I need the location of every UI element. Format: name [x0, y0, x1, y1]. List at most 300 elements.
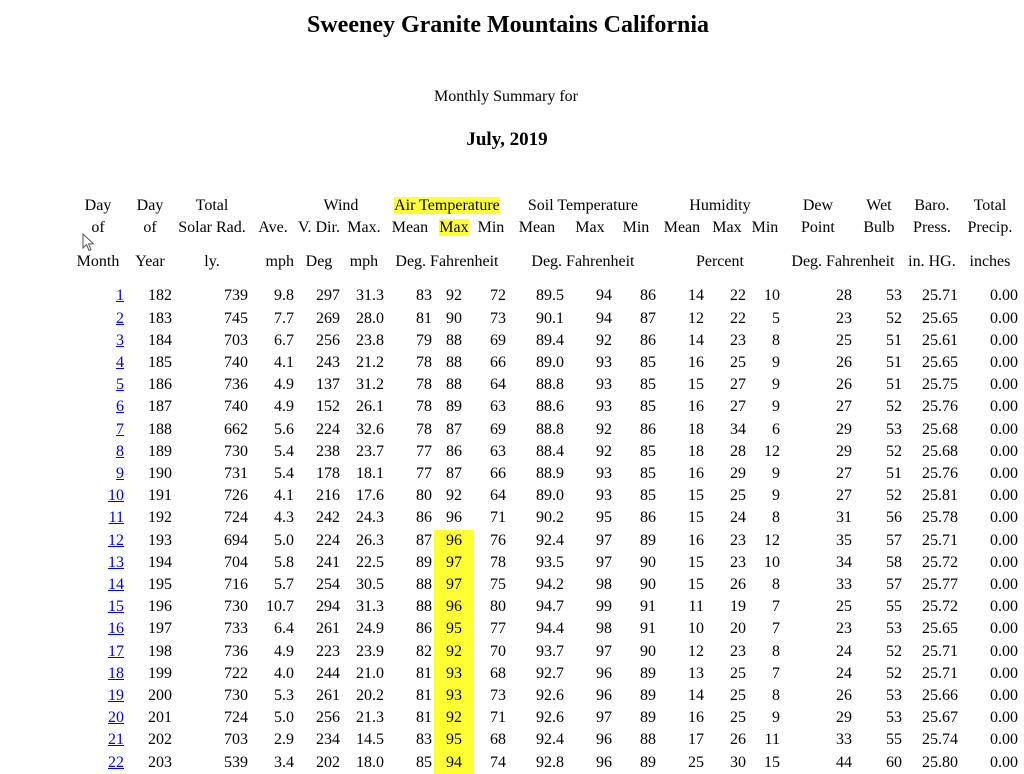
cell-air-min: 71 — [489, 709, 506, 727]
cell-hum-mean: 14 — [687, 687, 704, 705]
cell-wind-ave: 4.9 — [274, 398, 294, 416]
cell-solar: 694 — [224, 531, 248, 549]
cell-wind-ave: 5.8 — [274, 553, 294, 571]
cell-doy: 198 — [148, 642, 172, 660]
cell-hum-max: 25 — [729, 664, 746, 682]
cell-wind-dir: 242 — [315, 509, 340, 527]
cell-air-min: 63 — [489, 398, 506, 416]
cell-hum-min: 9 — [771, 709, 780, 727]
monthly-summary-table — [70, 195, 1020, 774]
day-link[interactable]: 4 — [116, 354, 124, 372]
cell-day — [70, 463, 126, 485]
cell-hum-min: 7 — [771, 620, 780, 638]
cell-wind-ave: 5.0 — [274, 709, 294, 727]
cell-soil-min: 89 — [639, 709, 656, 727]
cell-wind-dir: 152 — [315, 398, 340, 416]
day-link[interactable]: 5 — [116, 376, 124, 394]
cell-baro: 25.65 — [921, 354, 958, 372]
cell-doy: 184 — [148, 331, 172, 349]
day-link[interactable]: 15 — [108, 598, 124, 616]
cell-precip: 0.00 — [989, 709, 1018, 727]
cell-air-max: 88 — [445, 376, 462, 394]
cell-air-min: 71 — [489, 509, 506, 527]
day-link[interactable]: 7 — [116, 420, 124, 438]
cell-day — [70, 707, 126, 729]
cell-hum-max: 24 — [729, 509, 746, 527]
cell-wind-dir: 243 — [315, 354, 340, 372]
day-link[interactable]: 12 — [108, 531, 124, 549]
cell-wind-ave: 5.3 — [274, 687, 294, 705]
cell-wind-max: 23.9 — [355, 642, 384, 660]
cell-soil-min: 85 — [639, 376, 656, 394]
col-air-units: Deg. Fahrenheit — [395, 253, 499, 271]
cell-precip: 0.00 — [989, 287, 1018, 305]
cell-hum-min: 6 — [771, 420, 780, 438]
cell-air-max: 92 — [434, 641, 474, 663]
cell-wind-max: 28.0 — [355, 309, 384, 327]
cell-soil-mean: 93.7 — [535, 642, 564, 660]
cell-wind-dir: 254 — [315, 576, 340, 594]
cell-soil-min: 85 — [639, 465, 656, 483]
cell-wind-dir: 223 — [315, 642, 340, 660]
day-link[interactable]: 14 — [108, 576, 124, 594]
day-link[interactable]: 22 — [108, 753, 124, 771]
cell-soil-mean: 89.5 — [535, 287, 564, 305]
cell-wind-max: 14.5 — [355, 731, 384, 749]
cell-precip: 0.00 — [989, 731, 1018, 749]
cell-air-max: 88 — [445, 354, 462, 372]
cell-day — [70, 374, 126, 396]
cell-soil-min: 90 — [639, 576, 656, 594]
cell-wind-dir: 297 — [315, 287, 340, 305]
cell-hum-min: 12 — [763, 531, 780, 549]
cell-wet: 52 — [885, 664, 902, 682]
cell-wind-dir: 256 — [315, 331, 340, 349]
cell-soil-min: 86 — [639, 420, 656, 438]
cell-soil-mean: 94.7 — [535, 598, 564, 616]
cell-soil-mean: 92.6 — [535, 709, 564, 727]
cell-hum-min: 9 — [771, 465, 780, 483]
cell-wind-max: 31.2 — [355, 376, 384, 394]
cell-wind-ave: 4.1 — [274, 354, 294, 372]
cell-soil-min: 90 — [639, 553, 656, 571]
cell-hum-min: 8 — [771, 576, 780, 594]
cell-precip: 0.00 — [989, 309, 1018, 327]
header-row-1 — [70, 195, 1020, 217]
page-subtitle: Monthly Summary for — [434, 88, 578, 105]
cell-wind-ave: 5.4 — [274, 465, 294, 483]
cell-wind-max: 24.9 — [355, 620, 384, 638]
col-hum-max-h2: Max — [712, 219, 742, 237]
cell-baro: 25.76 — [921, 465, 958, 483]
cell-day — [70, 419, 126, 441]
table-row — [70, 352, 1020, 374]
cell-hum-min: 5 — [771, 309, 780, 327]
cell-wind-dir: 178 — [315, 465, 340, 483]
cell-hum-min: 7 — [771, 598, 780, 616]
cell-air-max: 87 — [445, 465, 462, 483]
cell-wind-max: 31.3 — [355, 598, 384, 616]
cell-air-min: 64 — [489, 487, 506, 505]
cell-air-max: 96 — [434, 530, 474, 552]
cell-baro: 25.68 — [921, 420, 958, 438]
cell-wind-max: 18.1 — [355, 465, 384, 483]
cell-dew: 29 — [835, 442, 852, 460]
day-link[interactable]: 2 — [116, 309, 124, 327]
cell-hum-mean: 13 — [687, 664, 704, 682]
cell-dew: 24 — [835, 664, 852, 682]
cell-wind-ave: 4.0 — [274, 664, 294, 682]
cell-soil-max: 92 — [595, 420, 612, 438]
cell-soil-max: 92 — [595, 442, 612, 460]
cell-wind-ave: 5.4 — [274, 442, 294, 460]
day-link[interactable]: 20 — [108, 709, 124, 727]
day-link[interactable]: 1 — [116, 287, 124, 305]
air-temperature-header: Air Temperature — [394, 197, 500, 214]
cell-air-min: 69 — [489, 331, 506, 349]
col-air-group — [386, 195, 508, 217]
cell-baro: 25.75 — [921, 376, 958, 394]
col-air-min-h2: Min — [477, 219, 505, 237]
cell-baro: 25.80 — [921, 753, 958, 771]
cell-wind-dir: 241 — [315, 553, 340, 571]
cell-air-max: 96 — [445, 509, 462, 527]
cell-dew: 35 — [835, 531, 852, 549]
cell-hum-max: 23 — [729, 331, 746, 349]
col-day-h3: Month — [76, 253, 120, 271]
table-row — [70, 752, 1020, 774]
cell-air-min: 73 — [489, 309, 506, 327]
cell-soil-min: 85 — [639, 487, 656, 505]
cell-air-max: 94 — [434, 752, 474, 774]
cell-hum-max: 25 — [729, 354, 746, 372]
table-row — [70, 707, 1020, 729]
col-humidity-group: Humidity — [689, 197, 751, 214]
cell-baro: 25.71 — [921, 664, 958, 682]
day-link[interactable]: 17 — [108, 642, 124, 660]
cell-hum-max: 26 — [729, 731, 746, 749]
cell-day — [70, 352, 126, 374]
cell-air-min: 68 — [489, 664, 506, 682]
col-solar-h3: ly. — [204, 253, 220, 271]
cell-wind-ave: 6.7 — [274, 331, 294, 349]
cell-soil-mean: 92.4 — [535, 531, 564, 549]
cell-air-max: 92 — [434, 707, 474, 729]
cell-hum-min: 9 — [771, 354, 780, 372]
cell-air-mean: 77 — [415, 465, 432, 483]
cell-day — [70, 285, 126, 307]
cell-air-mean: 81 — [415, 664, 432, 682]
col-wet-h2: Bulb — [863, 219, 895, 237]
table-row — [70, 530, 1020, 552]
cell-soil-max: 93 — [595, 376, 612, 394]
cell-solar: 731 — [224, 465, 248, 483]
cell-solar: 730 — [224, 687, 248, 705]
cell-wind-ave: 3.4 — [274, 753, 294, 771]
cell-solar: 736 — [224, 642, 248, 660]
cell-soil-max: 97 — [595, 553, 612, 571]
cell-wind-ave: 4.1 — [274, 487, 294, 505]
cell-hum-max: 27 — [729, 376, 746, 394]
cell-solar: 726 — [224, 487, 248, 505]
cell-hum-max: 27 — [729, 398, 746, 416]
cell-precip: 0.00 — [989, 598, 1018, 616]
cell-wind-ave: 9.8 — [274, 287, 294, 305]
cell-wet: 56 — [885, 509, 902, 527]
cell-solar: 739 — [224, 287, 248, 305]
cell-wind-ave: 4.9 — [274, 642, 294, 660]
cell-soil-mean: 94.2 — [535, 576, 564, 594]
day-link[interactable]: 3 — [116, 331, 124, 349]
cell-soil-max: 96 — [595, 753, 612, 771]
table-body — [70, 285, 1020, 773]
cell-soil-min: 85 — [639, 398, 656, 416]
cell-hum-mean: 15 — [687, 509, 704, 527]
cell-hum-mean: 16 — [687, 398, 704, 416]
cell-air-max: 93 — [434, 663, 474, 685]
cell-air-mean: 77 — [415, 442, 432, 460]
cell-solar: 662 — [224, 420, 248, 438]
cell-hum-max: 25 — [729, 687, 746, 705]
cell-day — [70, 552, 126, 574]
cell-soil-mean: 92.7 — [535, 664, 564, 682]
day-link[interactable]: 6 — [116, 398, 124, 416]
day-link[interactable]: 13 — [108, 553, 124, 571]
cell-dew: 27 — [835, 398, 852, 416]
cell-dew: 26 — [835, 354, 852, 372]
cell-doy: 200 — [148, 687, 172, 705]
cell-dew: 44 — [835, 753, 852, 771]
cell-solar: 733 — [224, 620, 248, 638]
table-row — [70, 507, 1020, 529]
day-link[interactable]: 21 — [108, 731, 124, 749]
cell-soil-max: 92 — [595, 331, 612, 349]
cell-doy: 201 — [148, 709, 172, 727]
cell-precip: 0.00 — [989, 531, 1018, 549]
cell-baro: 25.71 — [921, 287, 958, 305]
cell-dew: 27 — [835, 465, 852, 483]
report-month: July, 2019 — [466, 129, 548, 150]
cell-day — [70, 530, 126, 552]
cell-hum-mean: 15 — [687, 487, 704, 505]
cell-day — [70, 507, 126, 529]
cell-hum-min: 9 — [771, 398, 780, 416]
cell-doy: 190 — [148, 465, 172, 483]
cell-wet: 53 — [885, 709, 902, 727]
table-row — [70, 685, 1020, 707]
cell-soil-max: 99 — [595, 598, 612, 616]
day-link[interactable]: 8 — [116, 442, 124, 460]
col-hum-min-h2: Min — [751, 219, 779, 237]
cell-soil-mean: 94.4 — [535, 620, 564, 638]
cell-baro: 25.77 — [921, 576, 958, 594]
day-link[interactable]: 9 — [116, 465, 124, 483]
cell-soil-mean: 88.9 — [535, 465, 564, 483]
cell-baro: 25.68 — [921, 442, 958, 460]
col-baro-units: in. HG. — [908, 253, 956, 271]
cell-air-mean: 80 — [415, 487, 432, 505]
cell-soil-max: 94 — [595, 309, 612, 327]
cell-hum-mean: 14 — [687, 287, 704, 305]
cell-baro: 25.67 — [921, 709, 958, 727]
cell-hum-min: 11 — [764, 731, 780, 749]
cell-wind-max: 21.0 — [355, 664, 384, 682]
cell-hum-max: 29 — [729, 465, 746, 483]
cell-wet: 52 — [885, 487, 902, 505]
col-wind-max-h3: mph — [349, 253, 379, 271]
cell-baro: 25.72 — [921, 553, 958, 571]
cell-soil-mean: 89.4 — [535, 331, 564, 349]
cell-air-max: 87 — [445, 420, 462, 438]
cell-soil-max: 94 — [595, 287, 612, 305]
table-row — [70, 330, 1020, 352]
cell-doy: 192 — [148, 509, 172, 527]
cell-dew: 23 — [835, 620, 852, 638]
day-link[interactable]: 16 — [108, 620, 124, 638]
cell-doy: 203 — [148, 753, 172, 771]
cell-soil-mean: 89.0 — [535, 354, 564, 372]
cell-wind-max: 21.3 — [355, 709, 384, 727]
cell-hum-max: 26 — [729, 576, 746, 594]
cell-solar: 722 — [224, 664, 248, 682]
cell-precip: 0.00 — [989, 664, 1018, 682]
cell-wind-max: 23.7 — [355, 442, 384, 460]
cell-wet: 57 — [885, 531, 902, 549]
cell-wind-max: 30.5 — [355, 576, 384, 594]
col-day-h2: of — [91, 219, 105, 237]
cell-wind-max: 22.5 — [355, 553, 384, 571]
cell-doy: 202 — [148, 731, 172, 749]
cell-air-mean: 88 — [415, 576, 432, 594]
cell-day — [70, 574, 126, 596]
cell-air-mean: 88 — [415, 598, 432, 616]
cell-air-mean: 83 — [415, 287, 432, 305]
col-dew-wet-units: Deg. Fahrenheit — [791, 253, 895, 271]
cell-air-mean: 81 — [415, 709, 432, 727]
cell-air-min: 75 — [489, 576, 506, 594]
table-row — [70, 729, 1020, 751]
cell-air-min: 74 — [489, 753, 506, 771]
cell-dew: 24 — [835, 642, 852, 660]
cell-solar: 730 — [224, 442, 248, 460]
cell-wet: 52 — [885, 642, 902, 660]
col-baro-h2: Press. — [913, 219, 951, 237]
cell-precip: 0.00 — [989, 442, 1018, 460]
cell-solar: 724 — [224, 709, 248, 727]
cell-air-min: 63 — [489, 442, 506, 460]
cell-air-min: 69 — [489, 420, 506, 438]
table-row — [70, 441, 1020, 463]
cell-wet: 51 — [885, 331, 902, 349]
cell-air-min: 72 — [489, 287, 506, 305]
cell-air-mean: 81 — [415, 309, 432, 327]
cell-wet: 52 — [885, 442, 902, 460]
cell-soil-max: 93 — [595, 398, 612, 416]
cell-soil-max: 98 — [595, 576, 612, 594]
cell-air-min: 76 — [489, 531, 506, 549]
cell-soil-min: 91 — [639, 598, 656, 616]
cell-soil-max: 96 — [595, 731, 612, 749]
cell-wind-dir: 137 — [315, 376, 340, 394]
cell-air-max: 86 — [445, 442, 462, 460]
cell-dew: 28 — [835, 287, 852, 305]
cell-hum-mean: 11 — [688, 598, 704, 616]
cell-air-max: 96 — [434, 596, 474, 618]
cell-soil-min: 87 — [639, 309, 656, 327]
cell-doy: 191 — [148, 487, 172, 505]
cell-hum-min: 12 — [763, 442, 780, 460]
cell-day — [70, 752, 126, 774]
cell-wind-max: 32.6 — [355, 420, 384, 438]
cell-wet: 52 — [885, 398, 902, 416]
cell-dew: 25 — [835, 598, 852, 616]
cell-dew: 33 — [835, 576, 852, 594]
cell-precip: 0.00 — [989, 487, 1018, 505]
day-link[interactable]: 10 — [108, 487, 124, 505]
day-link[interactable]: 19 — [108, 687, 124, 705]
cell-precip: 0.00 — [989, 354, 1018, 372]
cell-wind-ave: 4.9 — [274, 376, 294, 394]
cell-precip: 0.00 — [989, 509, 1018, 527]
cell-hum-max: 34 — [729, 420, 746, 438]
cell-air-mean: 87 — [415, 531, 432, 549]
cell-wet: 55 — [885, 598, 902, 616]
cell-wet: 51 — [885, 354, 902, 372]
col-doy-h1: Day — [136, 197, 164, 214]
cell-doy: 195 — [148, 576, 172, 594]
cell-air-max: 92 — [445, 487, 462, 505]
cell-dew: 33 — [835, 731, 852, 749]
cell-hum-min: 9 — [771, 376, 780, 394]
col-wind-max-h2: Max. — [347, 219, 381, 237]
col-precip-units: inches — [969, 253, 1011, 271]
cell-air-max: 95 — [434, 729, 474, 751]
day-link[interactable]: 11 — [108, 509, 124, 527]
cell-wind-ave: 7.7 — [274, 309, 294, 327]
cell-hum-max: 23 — [729, 642, 746, 660]
cell-day — [70, 663, 126, 685]
cell-solar: 730 — [224, 598, 248, 616]
cell-soil-max: 95 — [595, 509, 612, 527]
cell-air-max: 95 — [434, 618, 474, 640]
cell-soil-max: 93 — [595, 465, 612, 483]
cell-precip: 0.00 — [989, 376, 1018, 394]
cell-hum-max: 25 — [729, 709, 746, 727]
cell-soil-min: 85 — [639, 354, 656, 372]
cell-hum-max: 30 — [729, 753, 746, 771]
cell-air-max: 97 — [434, 574, 474, 596]
cell-soil-min: 89 — [639, 753, 656, 771]
cell-baro: 25.71 — [921, 531, 958, 549]
cell-air-max: 92 — [445, 287, 462, 305]
cell-air-max: 88 — [445, 331, 462, 349]
cell-hum-max: 23 — [729, 553, 746, 571]
cell-doy: 188 — [148, 420, 172, 438]
cell-precip: 0.00 — [989, 331, 1018, 349]
cell-hum-mean: 15 — [687, 553, 704, 571]
cell-baro: 25.71 — [921, 642, 958, 660]
cell-hum-min: 9 — [771, 487, 780, 505]
day-link[interactable]: 18 — [108, 664, 124, 682]
cell-hum-max: 22 — [729, 287, 746, 305]
cell-wind-max: 23.8 — [355, 331, 384, 349]
table-row — [70, 419, 1020, 441]
cell-wind-dir: 238 — [315, 442, 340, 460]
cell-air-mean: 83 — [415, 731, 432, 749]
cell-hum-max: 23 — [729, 531, 746, 549]
cell-precip: 0.00 — [989, 576, 1018, 594]
col-wind-ave-h2: Ave. — [258, 219, 288, 237]
